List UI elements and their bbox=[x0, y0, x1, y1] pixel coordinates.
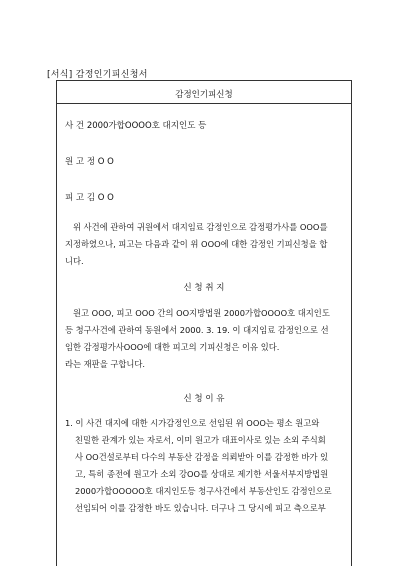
purpose-paragraph bbox=[65, 305, 345, 373]
reason-line: 고, 특히 종전에 원고가 소외 강OO를 상대로 제기한 서울서부지방법원 bbox=[75, 469, 329, 479]
purpose-line: 라는 재판을 구합니다. bbox=[65, 359, 146, 369]
reason-line: 1. 이 사건 대지에 대한 시가감정인으로 선임된 위 OOO는 평소 원고와 bbox=[65, 418, 320, 428]
intro-line: 니다. bbox=[65, 256, 84, 266]
reason-paragraph bbox=[65, 415, 345, 517]
form-label: [서식] 감정인기피신청서 bbox=[47, 70, 148, 80]
defendant-line: 피 고 김 O O bbox=[65, 193, 114, 203]
purpose-line: 임한 감정평가사OOO에 대한 피고의 기피신청은 이유 있다. bbox=[65, 342, 280, 352]
title-row bbox=[57, 81, 351, 104]
intro-paragraph bbox=[65, 219, 345, 270]
reason-heading: 신 청 이 유 bbox=[183, 394, 225, 404]
plaintiff-line: 원 고 정 O O bbox=[65, 157, 114, 167]
purpose-heading: 신 청 취 지 bbox=[183, 283, 225, 293]
case-line: 사 건 2000가합OOOO호 대지인도 등 bbox=[65, 121, 207, 131]
reason-line: 사 OO건설로부터 다수의 부동산 감정을 의뢰받아 이를 감정한 바가 있 bbox=[75, 452, 329, 462]
document-frame bbox=[56, 80, 352, 566]
document-title: 감정인기피신청 bbox=[175, 90, 233, 100]
reason-line: 친밀한 관계가 있는 자로서, 이미 원고가 대표이사로 있는 소외 주식회 bbox=[75, 435, 326, 445]
reason-line: 2000가합OOOOO호 대지인도등 청구사건에서 부동산인도 감정인으로 bbox=[75, 486, 332, 496]
reason-line: 선임되어 이를 감정한 바도 있습니다. 더구나 그 당시에 피고 측으로부 bbox=[75, 503, 326, 513]
purpose-line: 원고 OOO, 피고 OOO 간의 OO지방법원 2000가합OOOO호 대지인도 bbox=[73, 308, 330, 318]
intro-line: 위 사건에 관하여 귀원에서 대지임료 감정인으로 감정평가사를 OOO를 bbox=[73, 222, 328, 232]
intro-line: 지정하였으나, 피고는 다음과 같이 위 OOO에 대한 감정인 기피신청을 합 bbox=[65, 239, 328, 249]
purpose-line: 등 청구사건에 관하여 동원에서 2000. 3. 19. 이 대지임료 감정인으로 선 bbox=[65, 325, 329, 335]
